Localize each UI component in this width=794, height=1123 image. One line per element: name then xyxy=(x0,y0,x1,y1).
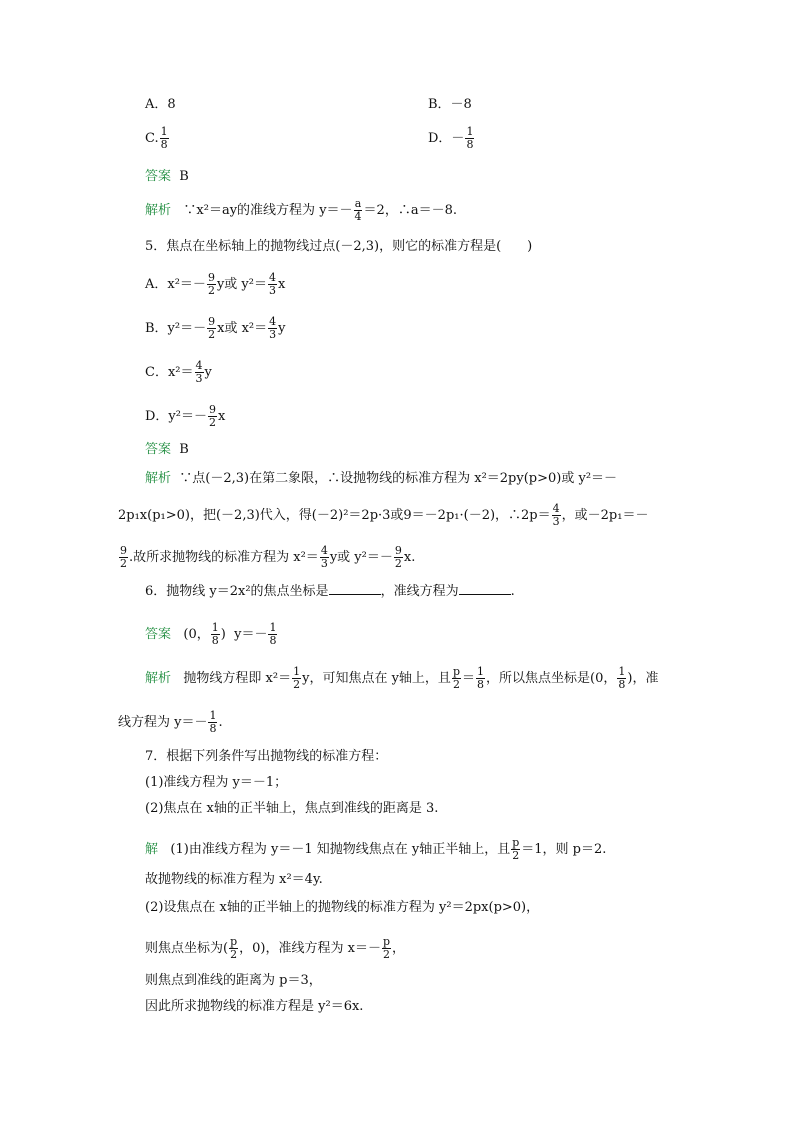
option-b: B．－8 xyxy=(428,97,472,112)
q5-option-b: B．y²＝－ $\frac{9}{2}$ x或 x²＝ $\frac{4}{3}$ y xyxy=(145,315,286,341)
q7-condition-1: (1)准线方程为 y＝－1； xyxy=(145,775,288,790)
q6-analysis-line1: 解析 抛物线方程即 x²＝ $\frac{1}{2}$ y，可知焦点在 y轴上，且 $\frac{p}{2}$ ＝ $\frac{1}{8}$ ，所以焦点坐标是(0， $\frac{1}{8}$ )，准 xyxy=(145,665,659,691)
q4-analysis: 解析 ∵x²＝ay的准线方程为 y＝－ $\frac{a}{4}$ ＝2，∴a＝－8. xyxy=(145,197,457,223)
option-c: C. $\frac{1}{8}$ xyxy=(145,125,168,151)
answer-blank xyxy=(459,582,511,595)
option-a: A．8 xyxy=(145,97,176,112)
q5-analysis-line2: 2p₁x(p₁>0)，把(－2,3)代入，得(－2)²＝2p·3或9＝－2p₁·(－2)，∴2p＝ $\frac{4}{3}$ ，或－2p₁＝－ xyxy=(118,502,649,528)
q7-condition-2: (2)焦点在 x轴的正半轴上，焦点到准线的距离是 3. xyxy=(145,801,439,816)
q5-option-d: D．y²＝－ $\frac{9}{2}$ x xyxy=(145,403,226,429)
q5-answer: 答案 B xyxy=(145,442,189,457)
q5-option-a: A．x²＝－ $\frac{9}{2}$ y或 y²＝ $\frac{4}{3}$ x xyxy=(145,271,286,297)
q7-question: 7．根据下列条件写出抛物线的标准方程： xyxy=(145,749,388,764)
option-d: D．－ $\frac{1}{8}$ xyxy=(428,125,474,151)
fraction: $\frac{1}{8}$ xyxy=(466,125,474,151)
q5-question: 5．焦点在坐标轴上的抛物线过点(－2,3)，则它的标准方程是( ) xyxy=(145,239,533,254)
q6-question: 6．抛物线 y＝2x²的焦点坐标是 ，准线方程为 . xyxy=(145,584,515,599)
q5-option-c: C．x²＝ $\frac{4}{3}$ y xyxy=(145,359,212,385)
q6-answer: 答案 (0， $\frac{1}{8}$ ) y＝－ $\frac{1}{8}$ xyxy=(145,621,277,647)
fraction: $\frac{1}{8}$ xyxy=(160,125,168,151)
q7-solution-4: 则焦点坐标为( $\frac{p}{2}$ ，0)，准线方程为 x＝－ $\frac{p}{2}$ ， xyxy=(145,935,406,961)
q5-analysis-line1: 解析 ∵点(－2,3)在第二象限，∴设抛物线的标准方程为 x²＝2py(p>0)或 y²＝－ xyxy=(145,471,618,486)
q7-solution-1: 解 (1)由准线方程为 y＝－1 知抛物线焦点在 y轴正半轴上，且 $\frac{p}{2}$ ＝1，则 p＝2. xyxy=(145,836,607,862)
q7-solution-3: (2)设焦点在 x轴的正半轴上的抛物线的标准方程为 y²＝2px(p>0)， xyxy=(145,900,540,915)
q5-analysis-line3: $\frac{9}{2}$ .故所求抛物线的标准方程为 x²＝ $\frac{4}{3}$ y或 y²＝－ $\frac{9}{2}$ x. xyxy=(120,544,416,570)
q7-solution-5: 则焦点到准线的距离为 p＝3， xyxy=(145,973,322,988)
q4-answer: 答案 B xyxy=(145,169,189,184)
q7-solution-6: 因此所求抛物线的标准方程是 y²＝6x. xyxy=(145,999,364,1014)
answer-blank xyxy=(329,582,381,595)
q7-solution-2: 故抛物线的标准方程为 x²＝4y. xyxy=(145,872,323,887)
q6-analysis-line2: 线方程为 y＝－ $\frac{1}{8}$ . xyxy=(118,709,223,735)
